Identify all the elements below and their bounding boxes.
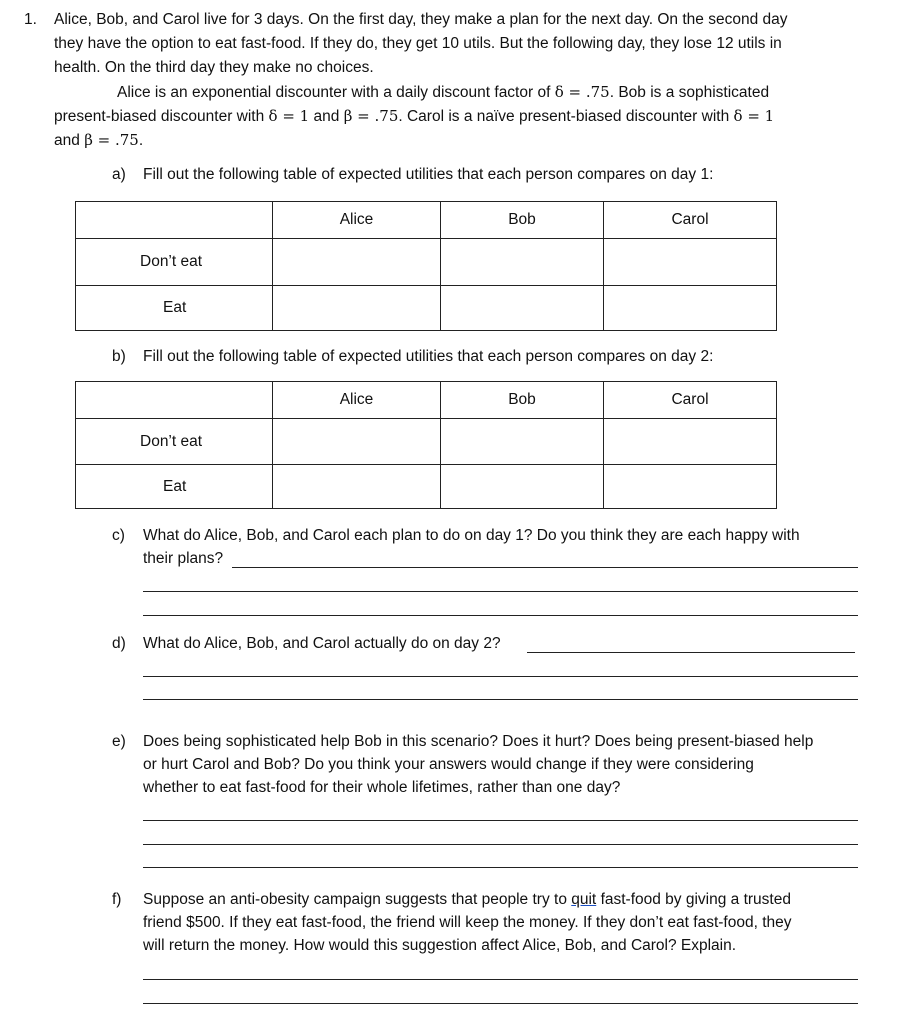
part-f-label: f) (112, 891, 122, 908)
part-f-line-3: will return the money. How would this suggestion affect Alice, Bob, and Carol? Explain. (143, 937, 737, 954)
answer-cell[interactable] (441, 465, 604, 509)
answer-cell[interactable] (441, 419, 604, 465)
beta-equation: β = .75 (343, 107, 399, 125)
part-d-line-1: What do Alice, Bob, and Carol actually do on day 2? (143, 635, 501, 652)
answer-line[interactable] (527, 652, 855, 653)
part-c-line-2: their plans? (143, 550, 224, 567)
answer-line[interactable] (143, 844, 858, 845)
table-header-blank (76, 202, 273, 239)
discounter-text: and (313, 108, 340, 125)
discounter-text: . Carol is a naïve present-biased discounter with (398, 108, 730, 125)
intro-line-2: they have the option to eat fast-food. If they do, they get 10 utils. But the following day, they lose 12 utils in (54, 35, 782, 52)
intro-line-1: Alice, Bob, and Carol live for 3 days. On the first day, they make a plan for the next day. On the second day (54, 11, 788, 28)
table-header-alice: Alice (273, 382, 441, 419)
part-f-text: fast-food by giving a trusted (600, 891, 791, 908)
answer-cell[interactable] (273, 286, 441, 331)
table-header-carol: Carol (604, 202, 777, 239)
answer-line[interactable] (143, 699, 858, 700)
part-e-label: e) (112, 733, 126, 750)
intro-line-3: health. On the third day they make no choices. (54, 59, 374, 76)
part-f-line-2: friend $500. If they eat fast-food, the friend will keep the money. If they don’t eat fast-food, they (143, 914, 792, 931)
answer-line[interactable] (143, 1003, 858, 1004)
delta-equation: δ = 1 (268, 107, 310, 125)
quit-word: quit (571, 891, 597, 908)
discounter-text: . Bob is a sophisticated (609, 84, 770, 101)
answer-line[interactable] (143, 820, 858, 821)
answer-line[interactable] (143, 676, 858, 677)
row-label-dont-eat: Don’t eat (76, 239, 273, 286)
table-header-bob: Bob (441, 202, 604, 239)
answer-cell[interactable] (273, 419, 441, 465)
part-a-label: a) (112, 166, 126, 183)
part-b-label: b) (112, 348, 126, 365)
table-header-bob: Bob (441, 382, 604, 419)
answer-cell[interactable] (441, 286, 604, 331)
answer-line[interactable] (143, 591, 858, 592)
table-header-carol: Carol (604, 382, 777, 419)
discounter-line-3 (54, 130, 143, 151)
discounter-text: Alice is an exponential discounter with a daily discount factor of (117, 84, 551, 101)
discounter-text: . (138, 132, 144, 149)
beta-equation: β = .75 (84, 131, 139, 149)
discounter-line-2 (54, 106, 774, 127)
answer-cell[interactable] (441, 239, 604, 286)
part-f-line-1 (143, 890, 791, 910)
answer-line[interactable] (232, 567, 858, 568)
discounter-line-1 (117, 82, 769, 103)
row-label-eat: Eat (76, 286, 273, 331)
part-e-line-3: whether to eat fast-food for their whole lifetimes, rather than one day? (143, 779, 621, 796)
part-e-line-1: Does being sophisticated help Bob in this scenario? Does it hurt? Does being present-biased help (143, 733, 814, 750)
discounter-text: present-biased discounter with (54, 108, 265, 125)
day2-utility-table (75, 381, 777, 509)
answer-cell[interactable] (273, 239, 441, 286)
part-c-label: c) (112, 527, 125, 544)
part-c-line-1: What do Alice, Bob, and Carol each plan to do on day 1? Do you think they are each happy with (143, 527, 800, 544)
answer-line[interactable] (143, 615, 858, 616)
answer-cell[interactable] (604, 465, 777, 509)
delta-equation: δ = 1 (733, 107, 775, 125)
answer-cell[interactable] (604, 286, 777, 331)
question-number: 1. (24, 11, 37, 28)
part-a-prompt: Fill out the following table of expected utilities that each person compares on day 1: (143, 166, 714, 183)
answer-cell[interactable] (604, 419, 777, 465)
discounter-text: and (54, 132, 80, 149)
table-header-blank (76, 382, 273, 419)
delta-equation: δ = .75 (554, 83, 610, 101)
answer-line[interactable] (143, 979, 858, 980)
answer-line[interactable] (143, 867, 858, 868)
answer-cell[interactable] (273, 465, 441, 509)
part-e-line-2: or hurt Carol and Bob? Do you think your answers would change if they were considering (143, 756, 754, 773)
answer-cell[interactable] (604, 239, 777, 286)
part-b-prompt: Fill out the following table of expected utilities that each person compares on day 2: (143, 348, 714, 365)
table-header-alice: Alice (273, 202, 441, 239)
day1-utility-table (75, 201, 777, 331)
part-d-label: d) (112, 635, 126, 652)
part-f-text: Suppose an anti-obesity campaign suggests that people try to (143, 891, 567, 908)
row-label-eat: Eat (76, 465, 273, 509)
row-label-dont-eat: Don’t eat (76, 419, 273, 465)
